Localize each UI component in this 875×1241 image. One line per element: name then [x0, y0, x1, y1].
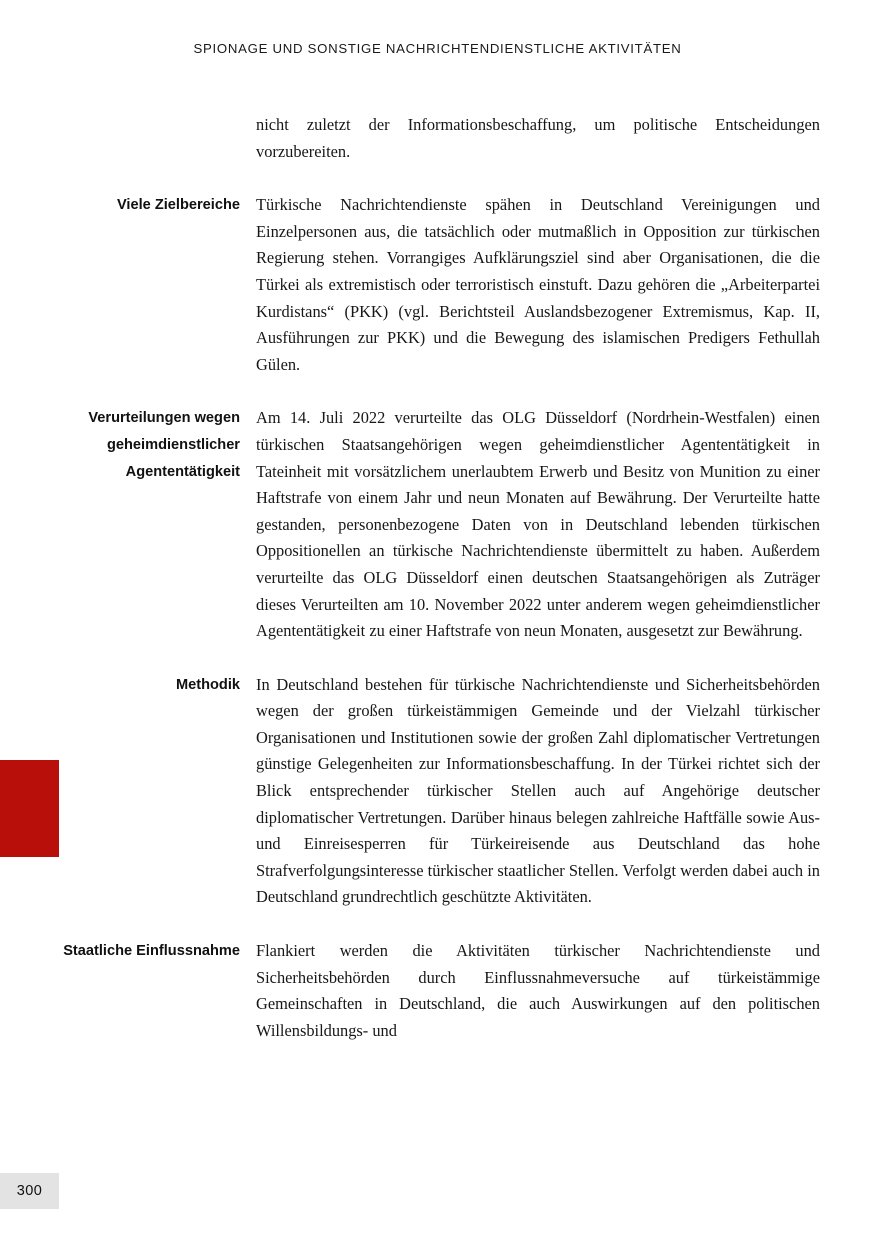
marginal-note: Staatliche Einflussnahme — [63, 943, 240, 960]
paragraph-text: nicht zuletzt der Informationsbeschaffung, um politische Entscheidungen vorzubereiten. — [256, 115, 820, 161]
body-paragraph — [256, 938, 820, 1044]
paragraph-text: Türkische Nachrichtendienste spähen in Deutschland Vereinigungen und Einzelpersonen aus, die tatsächlich oder mutmaßlich in Opposition zur türkischen Regierung stehen. Vorrangiges Aufklärungsziel sind aber Organisationen, die die Türkei als extremistisch oder terroristisch einstuft. Dazu gehören die „Arbeiterpartei Kurdistans“ (PKK) (vgl. Berichtsteil Auslandsbezogener Extremismus, Kap. II, Ausführungen zur PKK) und die Bewegung des islamischen Predigers Fethullah Gülen. — [256, 195, 820, 374]
paragraph-text: Flankiert werden die Aktivitäten türkischer Nachrichtendienste und Sicherheitsbehörden durch Einflussnahmeversuche auf türkeistämmige Gemeinschaften in Deutschland, die auch Auswirkungen auf den politischen Willensbildungs- und — [256, 941, 820, 1040]
text-block — [60, 112, 820, 165]
text-block — [60, 938, 820, 1044]
chapter-side-marker — [0, 760, 59, 857]
body-paragraph — [256, 112, 820, 165]
text-block — [60, 672, 820, 911]
marginal-note: Methodik — [175, 676, 240, 693]
body-paragraph — [256, 192, 820, 378]
text-block — [60, 192, 820, 378]
marginal-note: Viele Zielbereiche — [116, 197, 240, 214]
body-paragraph — [256, 405, 820, 644]
page-number: 300 — [16, 1183, 43, 1199]
body-paragraph — [256, 672, 820, 911]
paragraph-text: In Deutschland bestehen für türkische Nachrichtendienste und Sicherheitsbehörden wegen der großen türkeistämmigen Gemeinde und der Vielzahl türkischer Organisationen und Institutionen sowie der großen Zahl diplomatischer Vertretungen günstige Gelegenheiten zur Informationsbeschaffung. In der Türkei richtet sich der Blick entsprechender türkischer Stellen auch auf Angehörige deutscher diplomatischer Vertretungen. Darüber hinaus belegen zahlreiche Haftfälle sowie Aus- und Einreisesperren für Türkeireisende aus Deutschland das hohe Strafverfolgungsinteresse türkischer staatlicher Stellen. Verfolgt werden dabei auch in Deutschland grundrechtlich geschützte Aktivitäten. — [256, 674, 820, 907]
paragraph-text: Am 14. Juli 2022 verurteilte das OLG Düsseldorf (Nordrhein-Westfalen) einen türkischen Staatsangehörigen wegen geheimdienstlicher Agententätigkeit in Tateinheit mit vorsätzlichem unerlaubtem Erwerb und Besitz von Munition zu einer Haftstrafe von einem Jahr und neun Monaten auf Bewährung. Der Verurteilte hatte gestanden, personenbezogene Daten von in Deutschland lebenden türkischen Oppositionellen an türkische Nachrichtendienste übermittelt zu haben. Außerdem verurteilte das OLG Düsseldorf einen deutschen Staatsangehörigen als Zuträger dieses Verurteilten am 10. November 2022 unter anderem wegen geheimdienstlicher Agententätigkeit zu einer Haftstrafe von neun Monaten, ausgesetzt zur Bewährung. — [256, 408, 820, 641]
page-content — [60, 112, 820, 1044]
running-head: SPIONAGE UND SONSTIGE NACHRICHTENDIENSTLICHE AKTIVITÄTEN — [193, 41, 682, 56]
page-number-tab — [0, 1173, 59, 1209]
marginal-note: Verurteilungen wegen geheimdienstlicher Agententätigkeit — [88, 410, 240, 480]
text-block — [60, 405, 820, 644]
